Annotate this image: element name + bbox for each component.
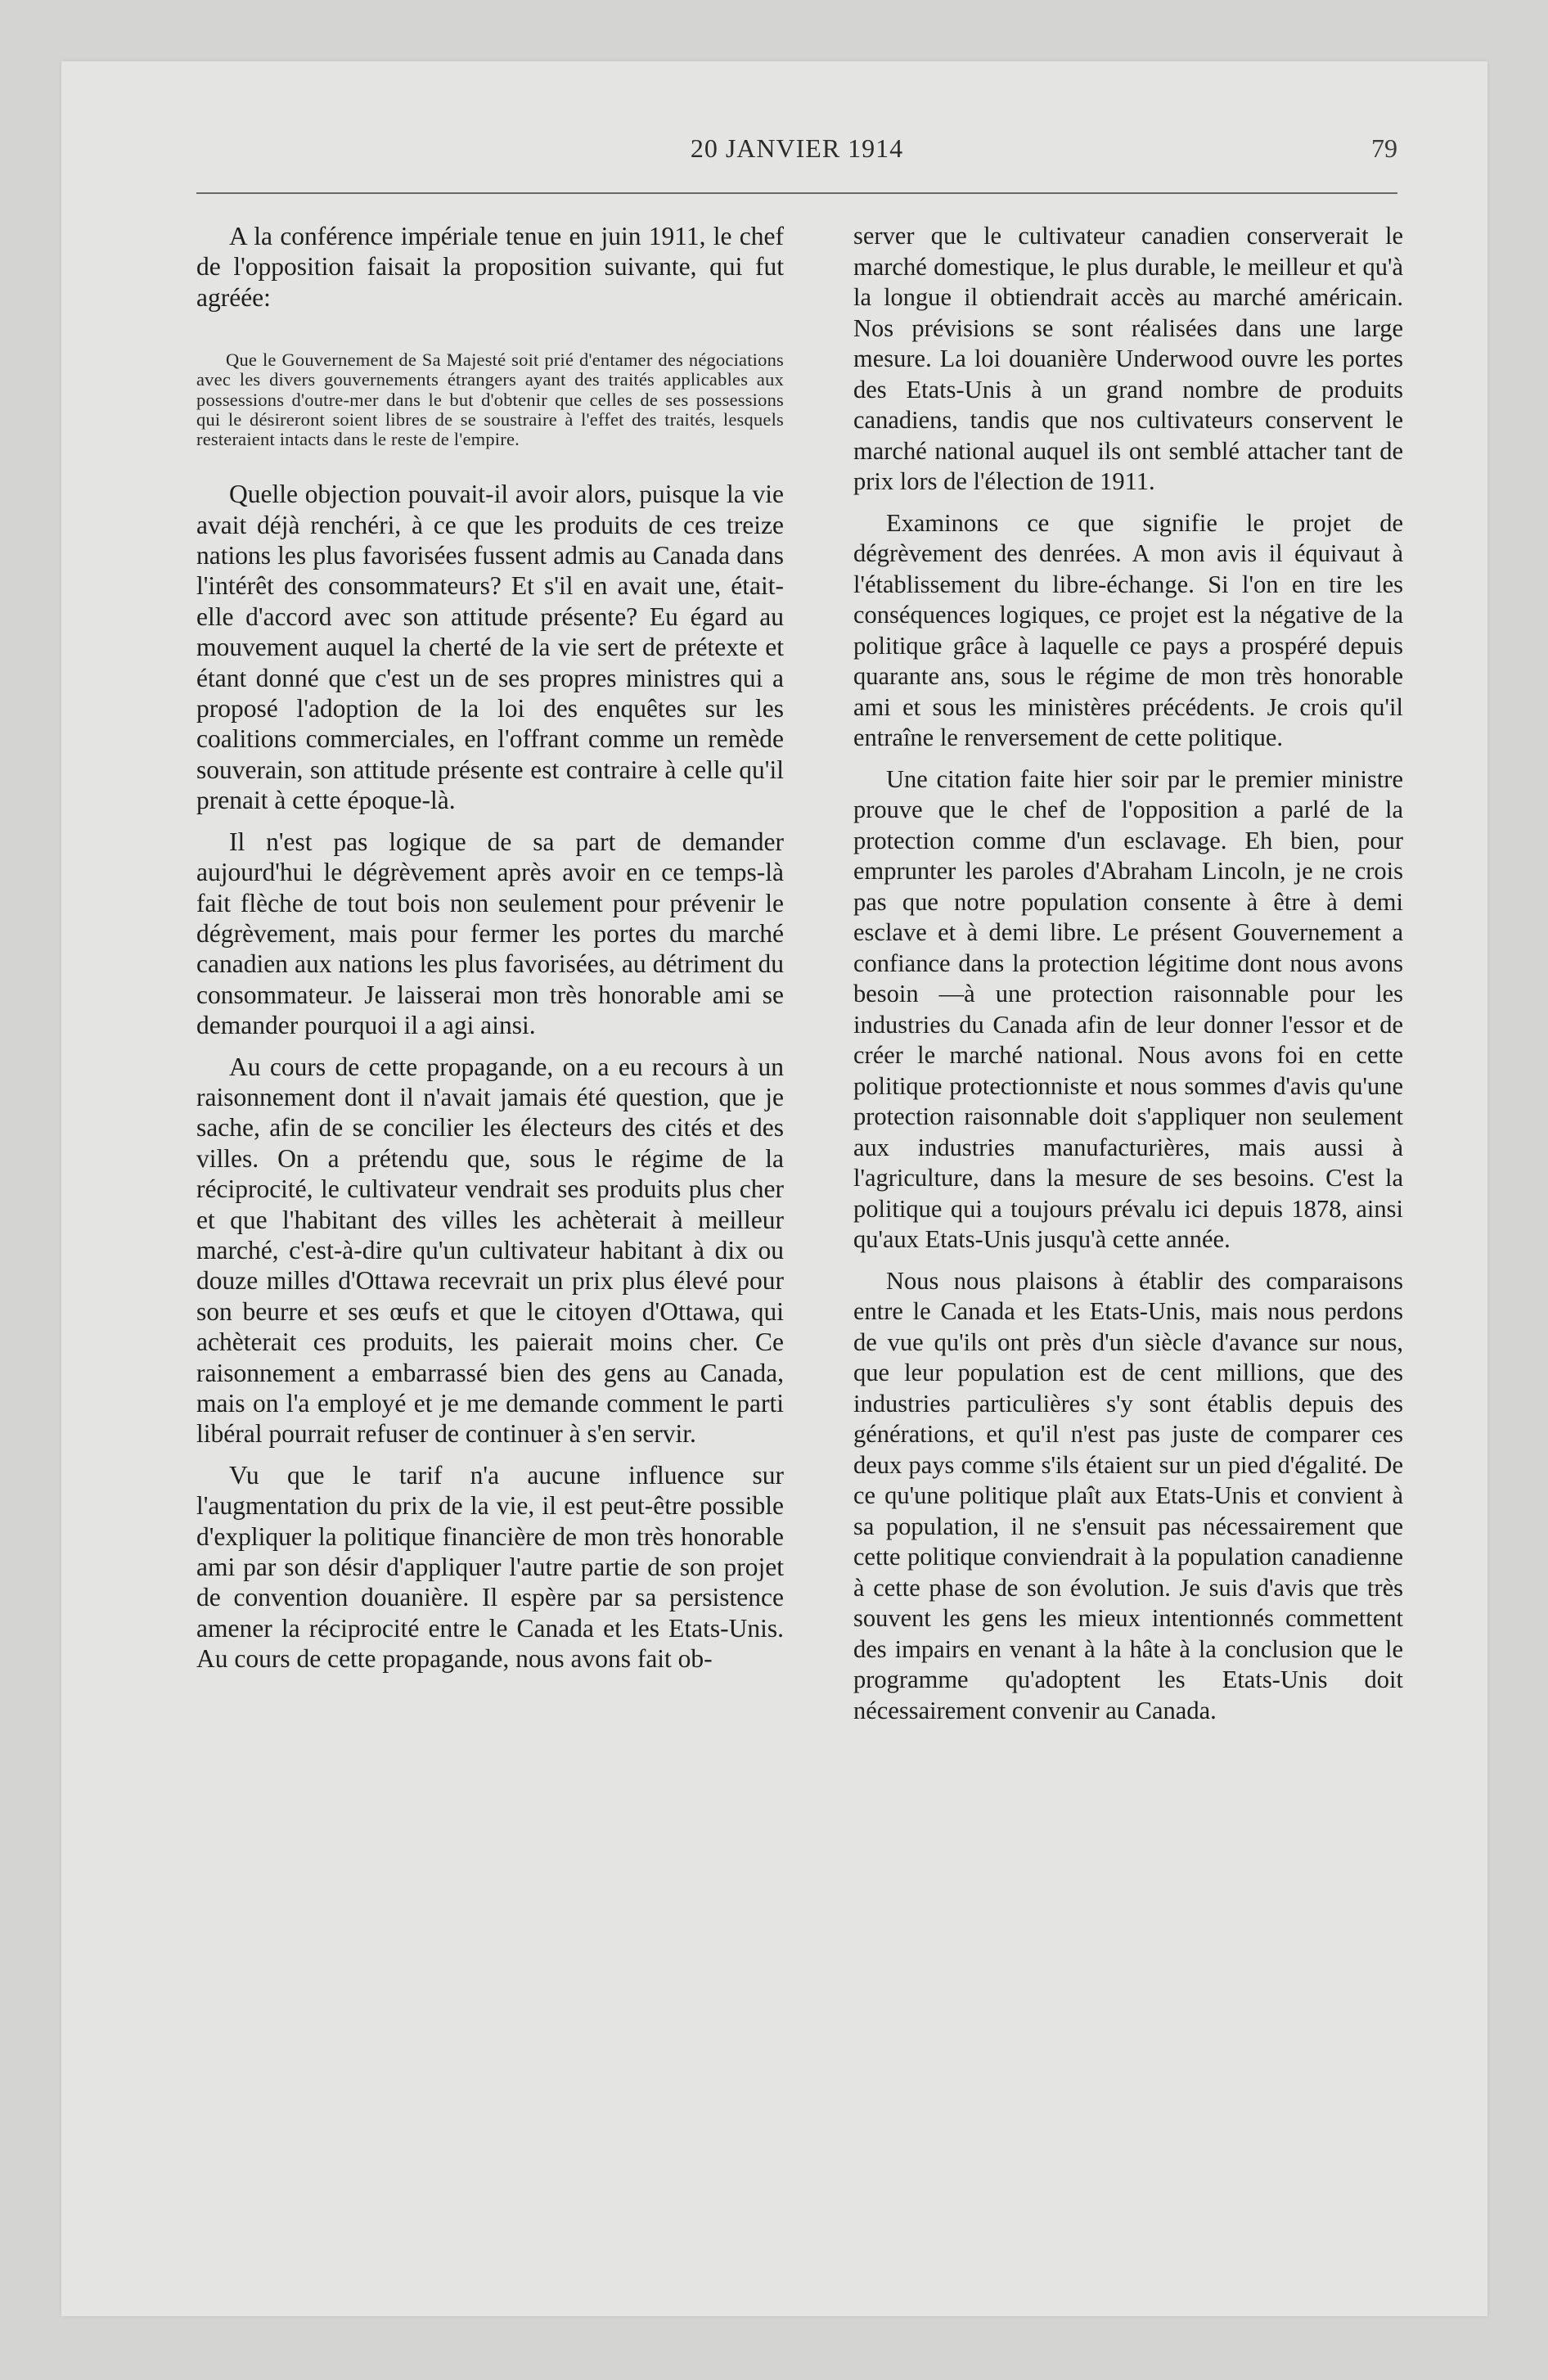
header-date: 20 JANVIER 1914 [690,133,904,163]
paragraph: Une citation faite hier soir par le premier ministre prouve que le chef de l'opposition a parlé de la protection comme d'un esclavage. Eh bien, pour emprunter les paroles d'Abraham Lincoln, je ne crois pas que notre population consente à être à demi esclave et à demi libre. Le présent Gouvernement a confiance dans la protection légitime dont nous avons besoin —à une protection raisonnable pour les industries du Canada afin de leur donner l'essor et de créer le marché national. Nous avons foi en cette politique protectionniste et nous sommes d'avis qu'une protection raisonnable doit s'appliquer non seulement aux industries manufacturières, mais aussi à l'agriculture, dans la mesure de ses besoins. C'est la politique qui a toujours prévalu ici depuis 1878, ainsi qu'aux Etats-Unis jusqu'à cette année. [853,764,1403,1253]
page-header [196,133,1397,183]
paragraph: Quelle objection pouvait-il avoir alors, puisque la vie avait déjà renchéri, à ce que les produits de ces treize nations les plus favorisées fussent admis au Canada dans l'intérêt des consommateurs? Et s'il en avait une, était-elle d'accord avec son attitude présente? Eu égard au mouvement auquel la cherté de la vie sert de prétexte et étant donné que c'est un de ses propres ministres qui a proposé l'adoption de la loi des enquêtes sur les coalitions commerciales, en l'offrant comme un remède souverain, son attitude présente est contraire à celle qu'il prenait à cette époque-là. [196,480,784,815]
header-rule [196,192,1397,194]
left-column [196,221,784,1685]
paragraph: server que le cultivateur canadien conserverait le marché domestique, le plus durable, le meilleur et qu'à la longue il obtiendrait accès au marché américain. Nos prévisions se sont réalisées dans une large mesure. La loi douanière Underwood ouvre les portes des Etats-Unis à un grand nombre de produits canadiens, tandis que nos cultivateurs conservent le marché national auquel ils ont semblé attacher tant de prix lors de l'élection de 1911. [853,222,1403,495]
document-page [61,61,1487,2316]
paragraph: Nous nous plaisons à établir des comparaisons entre le Canada et les Etats-Unis, mais nous perdons de vue qu'ils ont près d'un siècle d'avance sur nous, que leur population est de cent millions, que des industries particulières s'y sont établis depuis des générations, et qu'il n'est pas juste de comparer ces deux pays comme s'ils étaient sur un pied d'égalité. De ce qu'une politique plaît aux Etats-Unis et convient à sa population, il ne s'ensuit pas nécessairement que cette politique conviendrait à la population canadienne à cette phase de son évolution. Je suis d'avis que très souvent les gens les mieux intentionnés commettent des impairs en venant à la hâte à la conclusion que le programme qu'adoptent les Etats-Unis doit nécessairement convenir au Canada. [853,1266,1403,1724]
quoted-resolution: Que le Gouvernement de Sa Majesté soit prié d'entamer des négociations avec les divers gouvernements étrangers ayant des traités applicables aux possessions d'outre-mer dans le but d'obtenir que celles de ses possessions qui le désireront soient libres de se soustraire à l'effet des traités, lesquels resteraient intacts dans le reste de l'empire. [196,349,784,450]
right-column [853,221,1403,1737]
paragraph: A la conférence impériale tenue en juin 1911, le chef de l'opposition faisait la proposition suivante, qui fut agréée: [196,222,784,312]
paragraph: Il n'est pas logique de sa part de demander aujourd'hui le dégrèvement après avoir en ce temps-là fait flèche de tout bois non seulement pour prévenir le dégrèvement, mais pour fermer les portes du marché canadien aux nations les plus favorisées, au détriment du consommateur. Je laisserai mon très honorable ami se demander pourquoi il a agi ainsi. [196,827,784,1040]
page-number: 79 [1371,133,1397,163]
paragraph: Au cours de cette propagande, on a eu recours à un raisonnement dont il n'avait jamais été question, que je sache, afin de se concilier les électeurs des cités et des villes. On a prétendu que, sous le régime de la réciprocité, le cultivateur vendrait ses produits plus cher et que l'habitant des villes les achèterait à meilleur marché, c'est-à-dire qu'un cultivateur habitant à dix ou douze milles d'Ottawa recevrait un prix plus élevé pour son beurre et ses œufs et que le citoyen d'Ottawa, qui achèterait ces produits, les paierait moins cher. Ce raisonnement a embarrassé bien des gens au Canada, mais on l'a employé et je me demande comment le parti libéral pourrait refuser de continuer à s'en servir. [196,1052,784,1449]
paragraph: Vu que le tarif n'a aucune influence sur l'augmentation du prix de la vie, il est peut-être possible d'expliquer la politique financière de mon très honorable ami par son désir d'appliquer l'autre partie de son projet de convention douanière. Il espère par sa persistence amener la réciprocité entre le Canada et les Etats-Unis. Au cours de cette propagande, nous avons fait ob- [196,1460,784,1674]
paragraph: Examinons ce que signifie le projet de dégrèvement des denrées. A mon avis il équivaut à l'établissement du libre-échange. Si l'on en tire les conséquences logiques, ce projet est la négative de la politique grâce à laquelle ce pays a prospéré depuis quarante ans, sous le régime de mon très honorable ami et sous les ministères précédents. Je crois qu'il entraîne le renversement de cette politique. [853,508,1403,751]
